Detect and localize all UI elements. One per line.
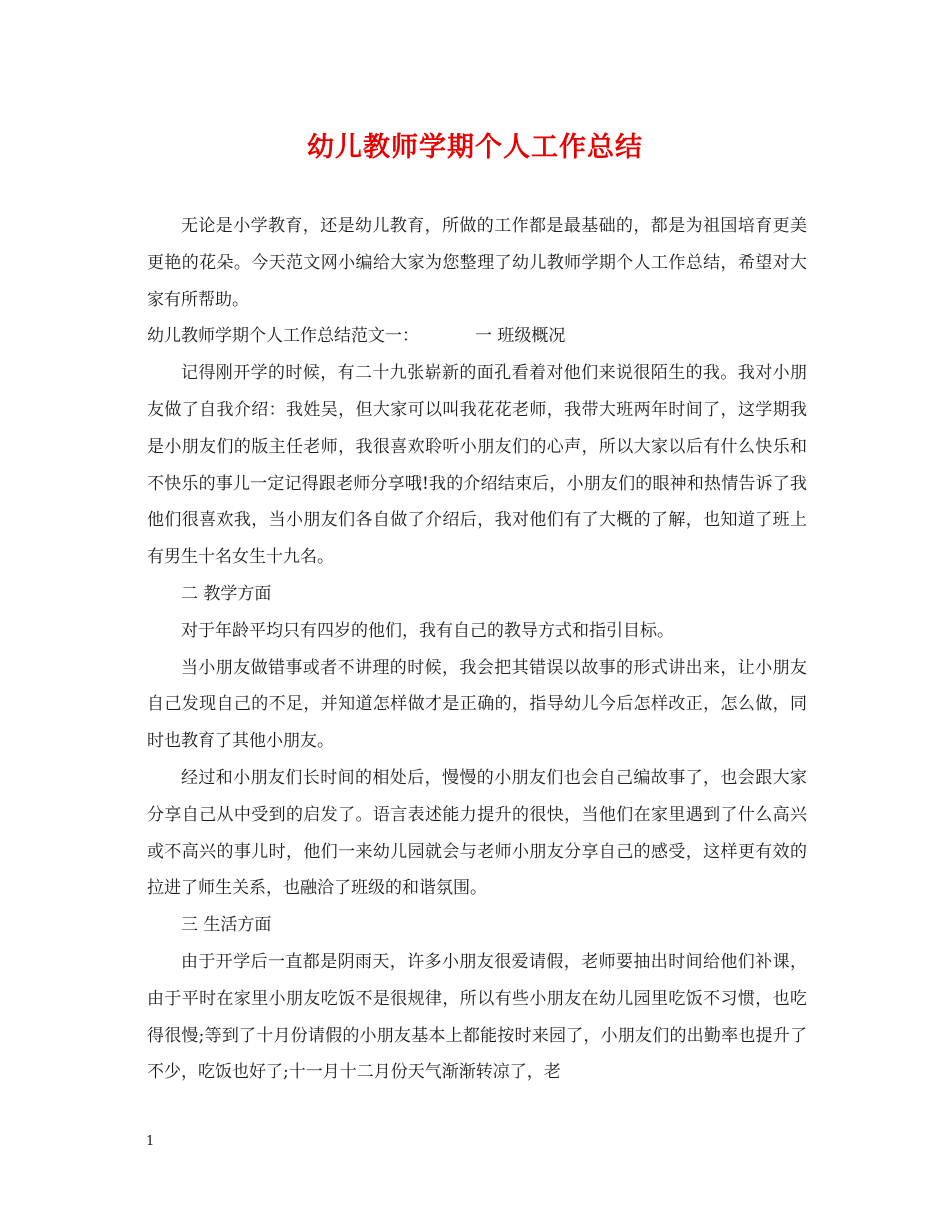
section-heading-3: 三 生活方面 <box>181 915 272 936</box>
document-body <box>147 208 807 1091</box>
section-heading-2: 二 教学方面 <box>181 583 272 604</box>
page-number: 1 <box>146 1134 155 1149</box>
intro-paragraph: 无论是小学教育，还是幼儿教育，所做的工作都是最基础的，都是为祖国培育更美更艳的花朵。今天范文网小编给大家为您整理了幼儿教师学期个人工作总结，希望对大家有所帮助。 <box>147 216 807 310</box>
section-2-paragraph-2: 当小朋友做错事或者不讲理的时候，我会把其错误以故事的形式讲出来，让小朋友自己发现自己的不足，并知道怎样做才是正确的，指导幼儿今后怎样改正，怎么做，同时也教育了其他小朋友。 <box>147 657 807 752</box>
sample-heading-line <box>147 318 807 355</box>
sample-heading: 幼儿教师学期个人工作总结范文一： <box>147 326 419 347</box>
section-3-paragraph-1: 由于开学后一直都是阴雨天，许多小朋友很爱请假，老师要抽出时间给他们补课，由于平时在家里小朋友吃饭不是很规律，所以有些小朋友在幼儿园里吃饭不习惯，也吃得很慢;等到了十月份请假的小朋友基本上都能按时来园了，小朋友们的出勤率也提升了不少，吃饭也好了;十一月十二月份天气渐渐转凉了，老 <box>147 951 807 1083</box>
section-2-paragraph-1: 对于年龄平均只有四岁的他们，我有自己的教导方式和指引目标。 <box>181 620 674 641</box>
section-1-paragraph-1: 记得刚开学的时候，有二十九张崭新的面孔看着对他们来说很陌生的我。我对小朋友做了自我介绍：我姓吴，但大家可以叫我花花老师，我带大班两年时间了，这学期我是小朋友们的版主任老师，我很喜欢聆听小朋友们的心声，所以大家以后有什么快乐和不快乐的事儿一定记得跟老师分享哦!我的介绍结束后，小朋友们的眼神和热情告诉了我他们很喜欢我，当小朋友们各自做了介绍后，我对他们有了大概的了解，也知道了班上有男生十名女生十九名。 <box>147 363 807 568</box>
document-title: 幼儿教师学期个人工作总结 <box>307 132 643 163</box>
section-heading-1: 一 班级概况 <box>475 326 566 347</box>
section-2-paragraph-3: 经过和小朋友们长时间的相处后，慢慢的小朋友们也会自己编故事了，也会跟大家分享自己从中受到的启发了。语言表述能力提升的很快，当他们在家里遇到了什么高兴或不高兴的事儿时，他们一来幼儿园就会与老师小朋友分享自己的感受，这样更有效的拉进了师生关系，也融洽了班级的和谐氛围。 <box>147 767 807 899</box>
